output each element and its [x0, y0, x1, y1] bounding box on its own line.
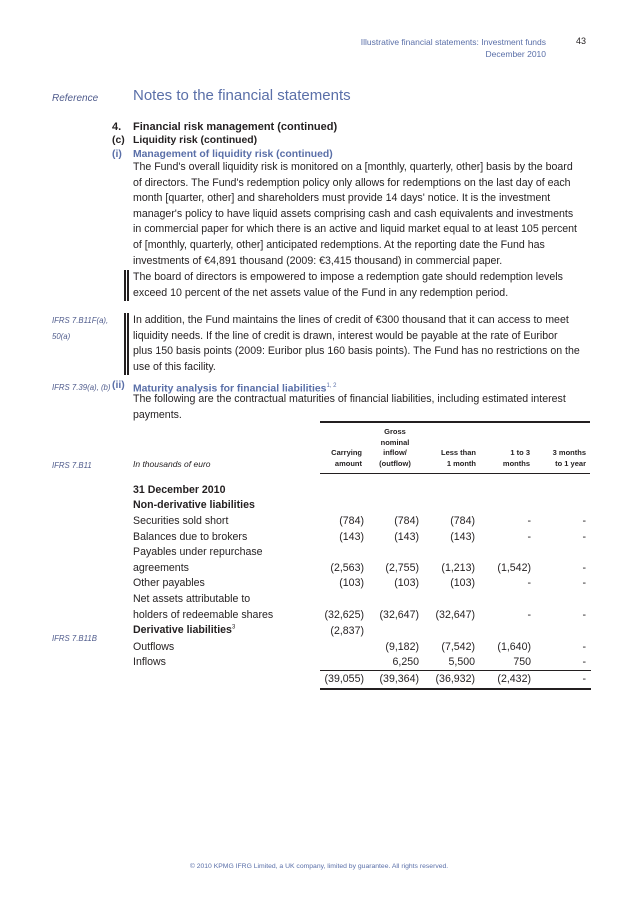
column-header-3-months-to-1-year: [530, 448, 586, 469]
paragraph-line: exceed 10 percent of the net assets value of the Fund in any redemption period.: [133, 286, 509, 299]
paragraph-line: in commercial paper for which there is an active and liquid market equal to at least 105 percent: [133, 223, 577, 236]
cell-gross-nominal: (143): [394, 530, 419, 543]
change-bar: [127, 313, 129, 375]
cell-carrying-amount: (784): [339, 515, 364, 527]
cell-3-months-to-1-year: -: [582, 608, 586, 621]
cell-less-than-1-month: (36,932): [435, 672, 475, 685]
cell-3-months-to-1-year: -: [582, 561, 586, 574]
column-header-line: Gross: [384, 427, 406, 436]
table-total-row: [133, 672, 591, 688]
table-row: [133, 640, 591, 656]
notes-title: Notes to the financial statements: [133, 87, 351, 104]
cell-1-to-3-months: (1,542): [497, 561, 531, 574]
cell-1-to-3-months: -: [527, 530, 531, 543]
cell-3-months-to-1-year: -: [582, 672, 586, 685]
cell-1-to-3-months: -: [527, 577, 531, 590]
table-top-rule: [320, 421, 590, 423]
reference-label: Reference: [52, 93, 99, 104]
subsection-ii-label: (ii): [112, 380, 125, 391]
subsection-c-label: (c): [112, 135, 125, 146]
footnote-marker: 3: [231, 624, 236, 631]
cell-3-months-to-1-year: -: [582, 640, 586, 653]
table-nonderivative-heading: Non-derivative liabilities: [133, 499, 255, 511]
cell-less-than-1-month: (32,647): [435, 608, 475, 621]
column-header-line: 1 to 3: [510, 448, 530, 457]
reference-ifrs-7-b11: IFRS 7.B11: [52, 461, 92, 470]
cell-gross-nominal: (784): [394, 515, 419, 527]
footer-copyright: © 2010 KPMG IFRG Limited, a UK company, limited by guarantee. All rights reserved.: [189, 863, 449, 870]
column-header-less-than-1-month: [420, 448, 476, 469]
cell-gross-nominal: (39,364): [379, 672, 419, 685]
change-bar: [127, 270, 129, 301]
paragraph-line: The Fund's overall liquidity risk is monitored on a [monthly, quarterly, other] basis by the board: [133, 161, 573, 173]
table-row: [133, 592, 591, 608]
cell-carrying-amount: (39,055): [324, 672, 364, 685]
column-header-line: amount: [334, 458, 362, 468]
cell-less-than-1-month: (7,542): [441, 640, 475, 653]
cell-3-months-to-1-year: -: [582, 530, 586, 543]
table-row: [133, 608, 591, 624]
cell-1-to-3-months: (1,640): [497, 640, 531, 653]
reference-ifrs-7-b11f: IFRS 7.B11F(a),: [52, 316, 109, 325]
cell-carrying-amount: (2,837): [330, 625, 364, 637]
row-label: agreements: [133, 561, 189, 574]
header-title: Illustrative financial statements: Investment funds: [360, 37, 546, 47]
column-header-line: Carrying: [331, 448, 362, 457]
paragraph-line: use of this facility.: [133, 360, 216, 373]
cell-gross-nominal: (32,647): [379, 608, 419, 621]
paragraph-line: The following are the contractual maturities of financial liabilities, including estimated interest: [133, 393, 566, 405]
cell-1-to-3-months: (2,432): [497, 672, 531, 685]
cell-less-than-1-month: (1,213): [441, 561, 475, 574]
cell-carrying-amount: (32,625): [324, 608, 364, 621]
paragraph-line: The board of directors is empowered to impose a redemption gate should redemption levels: [133, 271, 563, 283]
column-header-line: (outflow): [379, 458, 411, 468]
cell-gross-nominal: (2,755): [385, 561, 419, 574]
subsection-c-title: Liquidity risk (continued): [133, 135, 258, 146]
paragraph-maturity-intro: [133, 392, 593, 423]
reference-ifrs-7-b11b: IFRS 7.B11B: [52, 634, 97, 643]
cell-carrying-amount: (103): [339, 577, 364, 590]
table-row: [133, 514, 591, 530]
cell-1-to-3-months: -: [527, 608, 531, 621]
column-header-line: 1 month: [446, 458, 476, 468]
cell-3-months-to-1-year: -: [582, 656, 586, 669]
header-date: December 2010: [485, 49, 546, 59]
table-row: [133, 545, 591, 561]
subsection-i-title: Management of liquidity risk (continued): [133, 149, 333, 160]
table-header-rule: [320, 473, 590, 474]
table-unit-label: In thousands of euro: [133, 459, 211, 469]
row-label: Other payables: [133, 577, 205, 590]
column-header-line: 3 months: [552, 448, 586, 457]
cell-1-to-3-months: -: [527, 515, 531, 527]
cell-3-months-to-1-year: -: [582, 577, 586, 590]
column-header-line: inflow/: [383, 448, 407, 457]
paragraph-line: month [quarter, other] and shareholders must provide 14 days' notice. It is the investment: [133, 192, 551, 205]
table-date-heading: 31 December 2010: [133, 484, 226, 496]
section-title: Financial risk management (continued): [133, 121, 338, 133]
cell-gross-nominal: 6,250: [392, 656, 419, 669]
table-row: [133, 530, 591, 546]
cell-carrying-amount: (2,563): [330, 561, 364, 574]
cell-less-than-1-month: 5,500: [448, 656, 475, 669]
table-bottom-rule: [320, 688, 591, 690]
row-label: Outflows: [133, 640, 175, 653]
row-label: Net assets attributable to: [133, 593, 251, 605]
paragraph-line: manager's policy to have liquid assets comprising cash and cash equivalents and investments: [133, 207, 574, 220]
change-bar: [124, 270, 126, 301]
paragraph-line: liquidity needs. If the line of credit is drawn, interest would be payable at the rate of Euribor: [133, 329, 558, 342]
row-label: holders of redeemable shares: [133, 608, 274, 621]
derivative-heading-text: Derivative liabilities: [133, 624, 232, 636]
row-label: Payables under repurchase: [133, 546, 263, 559]
row-label: Balances due to brokers: [133, 530, 248, 543]
cell-gross-nominal: (103): [394, 577, 419, 590]
row-label: Securities sold short: [133, 515, 229, 527]
page-number: 43: [575, 36, 586, 46]
subsection-i-label: (i): [112, 149, 122, 160]
cell-gross-nominal: (9,182): [385, 640, 419, 653]
cell-less-than-1-month: (103): [450, 577, 475, 590]
subsection-ii-title-text: Maturity analysis for financial liabilities: [133, 383, 327, 395]
paragraph-line: of directors. The Fund's redemption policy only allows for redemptions on the last day of each: [133, 176, 571, 189]
column-header-1-to-3-months: [480, 448, 530, 469]
table-row: [133, 561, 591, 577]
paragraph-line: plus 150 basis points (2009: Euribor plus 160 basis points). The Fund has no restrictions on the: [133, 345, 580, 358]
column-header-line: months: [502, 458, 530, 468]
cell-less-than-1-month: (784): [450, 515, 475, 527]
cell-carrying-amount: (143): [339, 530, 364, 543]
reference-50a: 50(a): [52, 332, 71, 341]
column-header-carrying-amount: [300, 448, 362, 469]
paragraph-credit-lines: [133, 313, 593, 375]
footnote-marker: 1, 2: [326, 383, 337, 389]
column-header-gross-nominal: [370, 427, 420, 469]
cell-1-to-3-months: 750: [513, 656, 531, 669]
table-row: [133, 576, 591, 592]
paragraph-redemption-gate: [133, 270, 593, 301]
column-header-line: Less than: [440, 448, 476, 457]
change-bar: [124, 313, 126, 375]
cell-less-than-1-month: (143): [450, 530, 475, 543]
paragraph-line: In addition, the Fund maintains the lines of credit of €300 thousand that it can access to meet: [133, 314, 569, 326]
column-header-line: nominal: [380, 437, 410, 447]
section-number: 4.: [112, 121, 122, 133]
table-row: [133, 655, 591, 671]
paragraph-line: investments of €4,891 thousand (2009: €3,415 thousand) in commercial paper.: [133, 254, 503, 267]
column-header-line: to 1 year: [555, 458, 586, 468]
paragraph-liquidity-monitoring: [133, 160, 593, 269]
paragraph-line: of [monthly, quarterly, other] anticipated redemptions. At the reporting date the Fund has: [133, 238, 545, 251]
cell-3-months-to-1-year: -: [582, 515, 586, 527]
row-label: Inflows: [133, 656, 166, 669]
paragraph-line: payments.: [133, 408, 182, 421]
reference-ifrs-7-b11b-wrap: [52, 628, 97, 646]
derivative-total-row: [133, 624, 591, 640]
reference-ifrs-7-39: IFRS 7.39(a), (b): [52, 383, 111, 392]
